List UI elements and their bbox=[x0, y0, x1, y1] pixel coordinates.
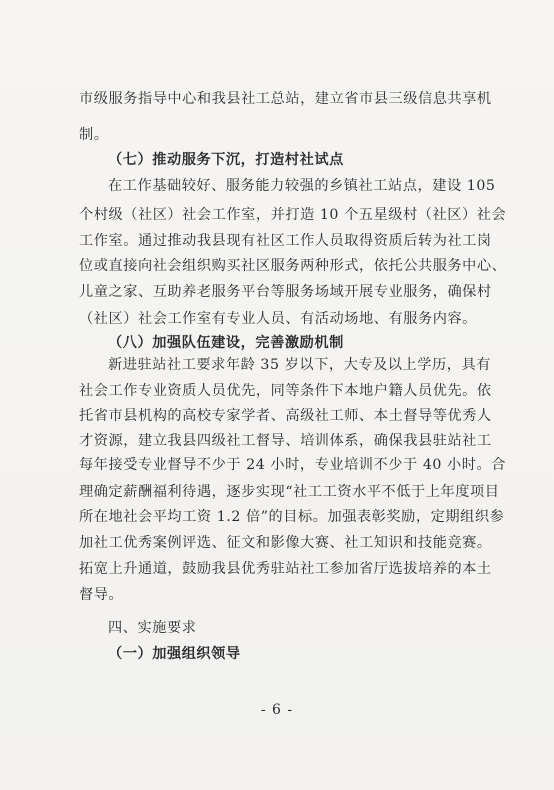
paragraph-line: 新进驻站社工要求年龄 35 岁以下，大专及以上学历，具有 bbox=[108, 357, 491, 373]
paragraph-line: 社会工作专业资质人员优先，同等条件下本地户籍人员优先。依 bbox=[79, 383, 492, 399]
section-heading: 四、实施要求 bbox=[108, 620, 197, 636]
page-number: - 6 - bbox=[260, 702, 294, 718]
paragraph-line: 工作室。通过推动我县现有社区工作人员取得资质后转为社工岗 bbox=[79, 233, 492, 249]
paragraph-line: 儿童之家、互助养老服务平台等服务场域开展专业服务，确保村 bbox=[79, 284, 492, 300]
paragraph-line: 个村级（社区）社会工作室，并打造 10 个五星级村（社区）社会 bbox=[79, 207, 507, 223]
paragraph-line: 督导。 bbox=[79, 587, 124, 603]
paragraph-line: 拓宽上升通道，鼓励我县优秀驻站社工参加省厅选拔培养的本土 bbox=[79, 561, 492, 577]
paragraph-line: （社区）社会工作室有专业人员、有活动场地、有服务内容。 bbox=[79, 311, 477, 327]
subsection-heading: （一）加强组织领导 bbox=[108, 646, 241, 662]
paragraph-line: 托省市县机构的高校专家学者、高级社工师、本土督导等优秀人 bbox=[79, 408, 492, 424]
paragraph-line: 位或直接向社会组织购买社区服务两种形式，依托公共服务中心、 bbox=[79, 258, 507, 274]
paragraph-line: 才资源，建立我县四级社工督导、培训体系，确保我县驻站社工 bbox=[79, 433, 492, 449]
paragraph-line: 市级服务指导中心和我县社工总站，建立省市县三级信息共享机 bbox=[79, 91, 492, 107]
section-heading: （七）推动服务下沉，打造村社试点 bbox=[108, 152, 344, 168]
paragraph-line: 制。 bbox=[79, 127, 109, 143]
paragraph-line: 在工作基础较好、服务能力较强的乡镇社工站点，建设 105 bbox=[108, 178, 496, 194]
paragraph-line: 每年接受专业督导不少于 24 小时，专业培训不少于 40 小时。合 bbox=[79, 457, 506, 473]
paragraph-line: 所在地社会平均工资 1.2 倍”的目标。加强表彰奖励，定期组织参 bbox=[79, 509, 505, 525]
paragraph-line: 理确定薪酬福利待遇，逐步实现“社工工资水平不低于上年度项目 bbox=[79, 484, 500, 500]
paragraph-line: 加社工优秀案例评选、征文和影像大赛、社工知识和技能竞赛。 bbox=[79, 535, 492, 551]
section-heading: （八）加强队伍建设，完善激励机制 bbox=[108, 335, 344, 351]
